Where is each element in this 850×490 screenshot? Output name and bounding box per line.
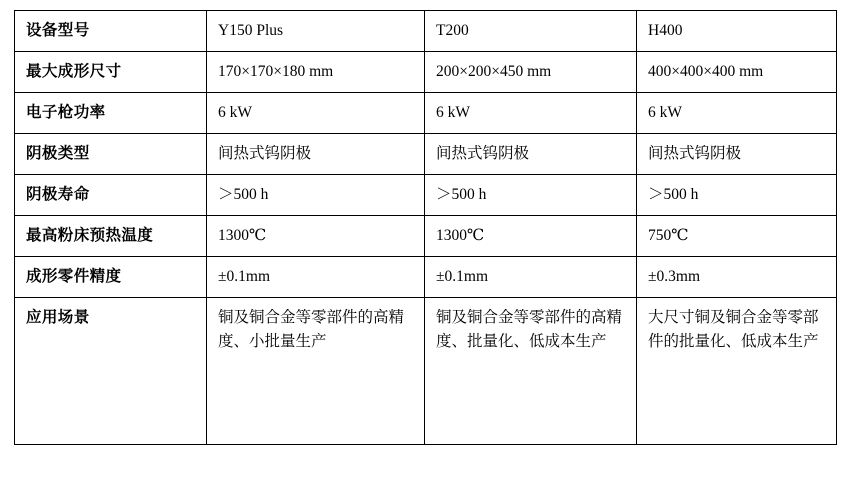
cell-application-col3: 大尺寸铜及铜合金等零部件的批量化、低成本生产 bbox=[637, 298, 837, 445]
cell-application-col2: 铜及铜合金等零部件的高精度、批量化、低成本生产 bbox=[425, 298, 637, 445]
cell-preheat-temp-col2: 1300℃ bbox=[425, 216, 637, 257]
row-label-build-size: 最大成形尺寸 bbox=[15, 52, 207, 93]
cell-part-accuracy-col3: ±0.3mm bbox=[637, 257, 837, 298]
cell-gun-power-col2: 6 kW bbox=[425, 93, 637, 134]
cell-cathode-type-col1: 间热式钨阴极 bbox=[207, 134, 425, 175]
cell-model-col2: T200 bbox=[425, 11, 637, 52]
cell-cathode-type-col2: 间热式钨阴极 bbox=[425, 134, 637, 175]
cell-model-col3: H400 bbox=[637, 11, 837, 52]
cell-gun-power-col3: 6 kW bbox=[637, 93, 837, 134]
cell-cathode-life-col3: ＞500 h bbox=[637, 175, 837, 216]
cell-build-size-col2: 200×200×450 mm bbox=[425, 52, 637, 93]
cell-preheat-temp-col1: 1300℃ bbox=[207, 216, 425, 257]
table-row bbox=[15, 134, 837, 175]
cell-gun-power-col1: 6 kW bbox=[207, 93, 425, 134]
cell-cathode-type-col3: 间热式钨阴极 bbox=[637, 134, 837, 175]
row-label-application: 应用场景 bbox=[15, 298, 207, 445]
row-label-preheat-temp: 最高粉床预热温度 bbox=[15, 216, 207, 257]
cell-application-col1: 铜及铜合金等零部件的高精度、小批量生产 bbox=[207, 298, 425, 445]
cell-cathode-life-col1: ＞500 h bbox=[207, 175, 425, 216]
row-label-model: 设备型号 bbox=[15, 11, 207, 52]
row-label-part-accuracy: 成形零件精度 bbox=[15, 257, 207, 298]
table-row bbox=[15, 52, 837, 93]
row-label-gun-power: 电子枪功率 bbox=[15, 93, 207, 134]
document-page bbox=[0, 10, 850, 490]
cell-model-col1: Y150 Plus bbox=[207, 11, 425, 52]
cell-part-accuracy-col2: ±0.1mm bbox=[425, 257, 637, 298]
table-row bbox=[15, 93, 837, 134]
cell-build-size-col1: 170×170×180 mm bbox=[207, 52, 425, 93]
table-row bbox=[15, 11, 837, 52]
cell-part-accuracy-col1: ±0.1mm bbox=[207, 257, 425, 298]
table-row bbox=[15, 216, 837, 257]
cell-cathode-life-col2: ＞500 h bbox=[425, 175, 637, 216]
table-row bbox=[15, 175, 837, 216]
row-label-cathode-type: 阴极类型 bbox=[15, 134, 207, 175]
table-row bbox=[15, 257, 837, 298]
cell-build-size-col3: 400×400×400 mm bbox=[637, 52, 837, 93]
cell-preheat-temp-col3: 750℃ bbox=[637, 216, 837, 257]
row-label-cathode-life: 阴极寿命 bbox=[15, 175, 207, 216]
equipment-spec-table bbox=[14, 10, 837, 445]
table-row bbox=[15, 298, 837, 445]
